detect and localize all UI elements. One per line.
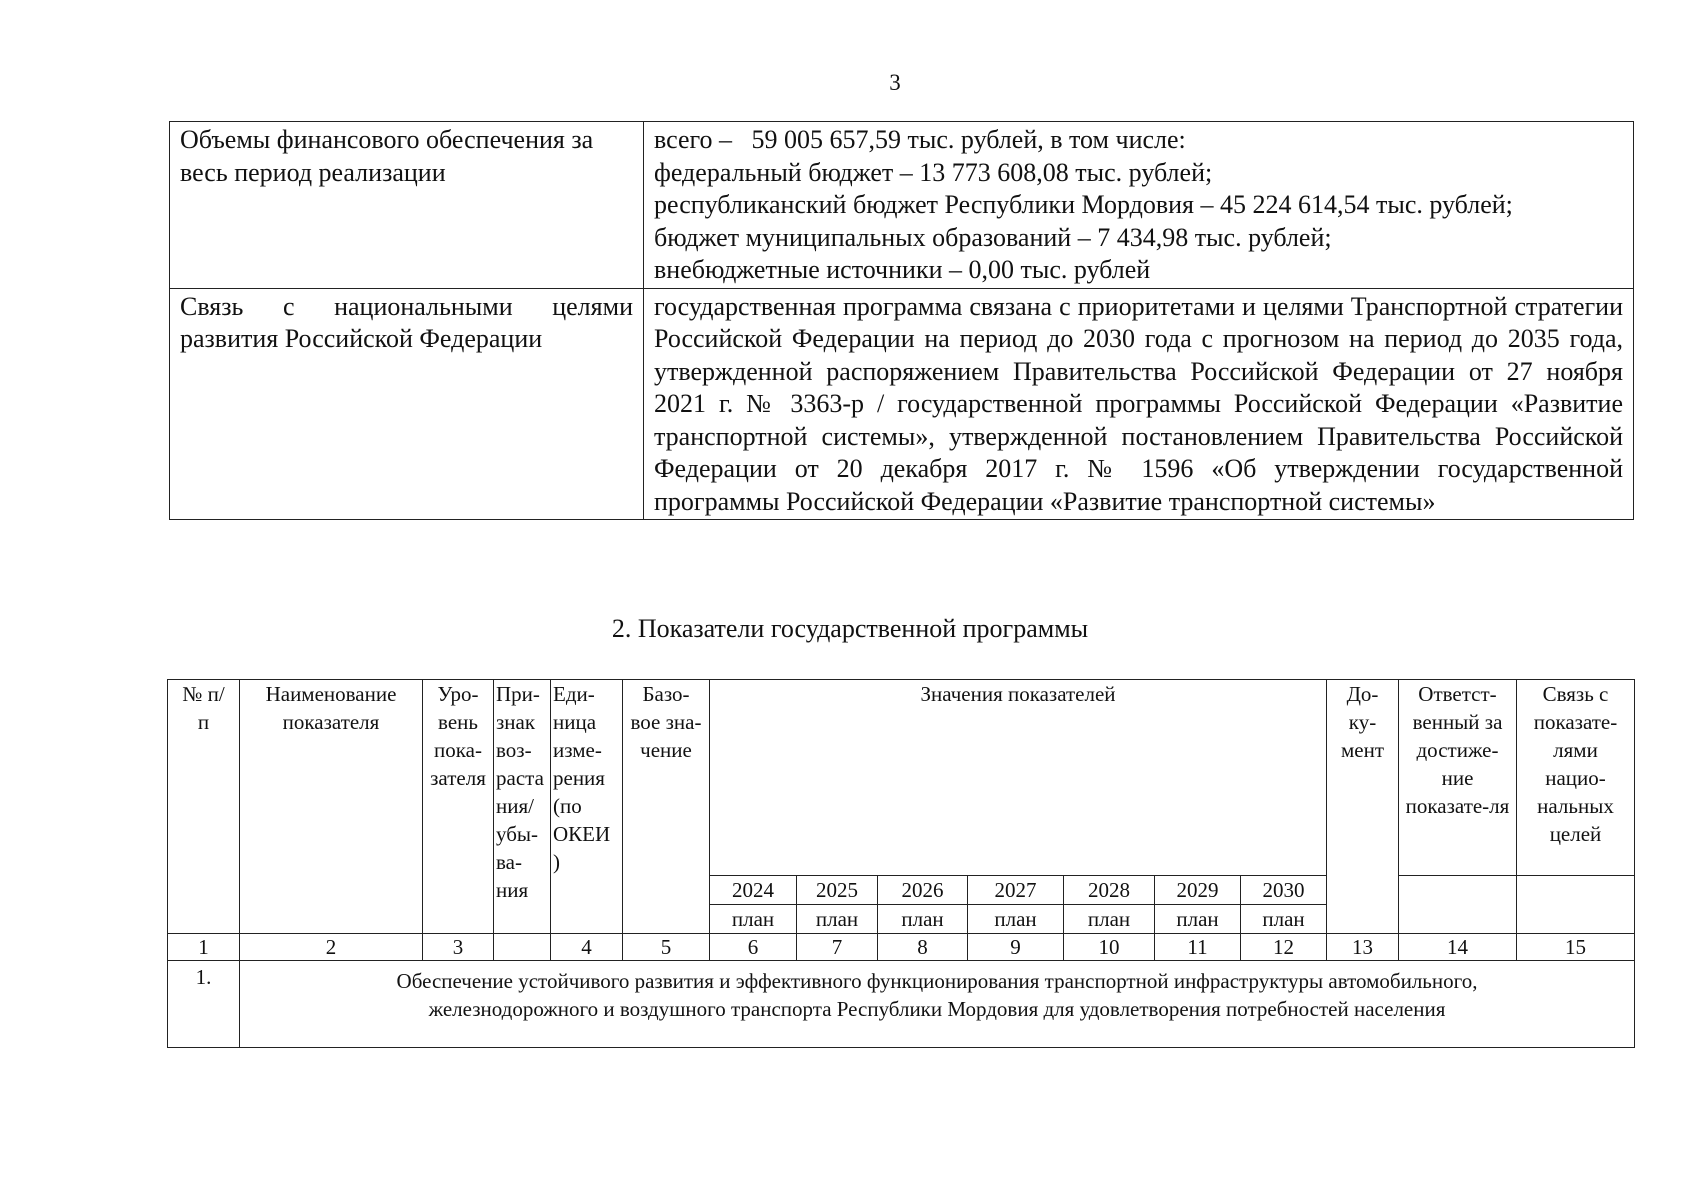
column-number: 13 xyxy=(1327,934,1399,961)
section-title: 2. Показатели государственной программы xyxy=(611,614,1089,643)
header-row xyxy=(168,680,1635,876)
plan-label: план xyxy=(878,905,968,934)
column-number: 6 xyxy=(710,934,797,961)
national-goals-value: государственная программа связана с приоритетами и целями Транспортной стратегии Российской Федерации на период до 2030 года с прогнозом на период до 2035 года, утвержденной распоряжением Правительства Российской Федерации от 27 ноября 2021 г. № 3363-р / государственной программы Российской Федерации «Развитие транспортной системы», утвержденной постановлением Правительства Российской Федерации от 20 декабря 2017 г. № 1596 «Об утверждении государственной программы Российской Федерации «Развитие транспортной системы» xyxy=(644,288,1634,520)
passport-row-national-goals xyxy=(170,288,1634,520)
plan-label: план xyxy=(1155,905,1241,934)
column-numbers-row xyxy=(168,934,1635,961)
year-2030: 2030 xyxy=(1241,876,1327,905)
goal-num: 1. xyxy=(168,961,240,1048)
year-2026: 2026 xyxy=(878,876,968,905)
plan-label: план xyxy=(797,905,878,934)
header-responsible: Ответст-венный за достиже-ние показате-ля xyxy=(1399,680,1517,876)
funding-federal: федеральный бюджет – 13 773 608,08 тыс. рублей; xyxy=(654,157,1213,187)
funding-extrabudget: внебюджетные источники – 0,00 тыс. рублей xyxy=(654,255,1151,284)
page-number: 3 xyxy=(889,70,901,95)
link-empty xyxy=(1517,876,1635,934)
column-number: 7 xyxy=(797,934,878,961)
column-number: 8 xyxy=(878,934,968,961)
plan-label: план xyxy=(1241,905,1327,934)
header-name: Наименование показателя xyxy=(240,680,423,934)
header-sign: При-знак воз-раста ния/ убы-ва-ния xyxy=(494,680,551,934)
column-number: 11 xyxy=(1155,934,1241,961)
funding-value xyxy=(644,122,1634,289)
plan-label: план xyxy=(968,905,1064,934)
column-number: 12 xyxy=(1241,934,1327,961)
national-goals-label: Связь с национальными целями развития Российской Федерации xyxy=(170,288,644,520)
year-2024: 2024 xyxy=(710,876,797,905)
column-number: 2 xyxy=(240,934,423,961)
funding-republic: республиканский бюджет Республики Мордовия – 45 224 614,54 тыс. рублей; xyxy=(654,190,1513,219)
goal-line-1: Обеспечение устойчивого развития и эффективного функционирования транспортной инфраструктуры автомобильного, xyxy=(396,969,1478,993)
goal-row xyxy=(168,961,1635,1048)
column-number: 14 xyxy=(1399,934,1517,961)
year-2028: 2028 xyxy=(1064,876,1155,905)
column-number: 15 xyxy=(1517,934,1635,961)
year-2027: 2027 xyxy=(968,876,1064,905)
funding-label: Объемы финансового обеспечения за весь период реализации xyxy=(170,122,644,289)
header-doc: До-ку-мент xyxy=(1327,680,1399,934)
funding-total: всего – 59 005 657,59 тыс. рублей, в том числе: xyxy=(654,125,1186,154)
goal-line-2: железнодорожного и воздушного транспорта Республики Мордовия для удовлетворения потребностей населения xyxy=(428,997,1446,1021)
goal-text xyxy=(240,961,1635,1048)
indicators-table xyxy=(167,679,1635,1048)
header-values-group: Значения показателей xyxy=(710,680,1327,876)
header-level: Уро-вень пока-зателя xyxy=(423,680,494,934)
year-2025: 2025 xyxy=(797,876,878,905)
header-base: Базо-вое зна-чение xyxy=(623,680,710,934)
column-number: 1 xyxy=(168,934,240,961)
column-number: 3 xyxy=(423,934,494,961)
column-number: 5 xyxy=(623,934,710,961)
responsible-empty xyxy=(1399,876,1517,934)
passport-row-funding xyxy=(170,122,1634,289)
year-2029: 2029 xyxy=(1155,876,1241,905)
plan-label: план xyxy=(710,905,797,934)
header-link: Связь с показате-лями нацио-нальных целей xyxy=(1517,680,1635,876)
column-number: 10 xyxy=(1064,934,1155,961)
column-number: 4 xyxy=(551,934,623,961)
passport-table xyxy=(169,121,1634,520)
header-unit: Еди-ница изме-рения (по ОКЕИ ) xyxy=(551,680,623,934)
plan-label: план xyxy=(1064,905,1155,934)
funding-municipal: бюджет муниципальных образований – 7 434,98 тыс. рублей; xyxy=(654,222,1332,252)
header-num: № п/п xyxy=(168,680,240,934)
column-number: 9 xyxy=(968,934,1064,961)
column-number xyxy=(494,934,551,961)
